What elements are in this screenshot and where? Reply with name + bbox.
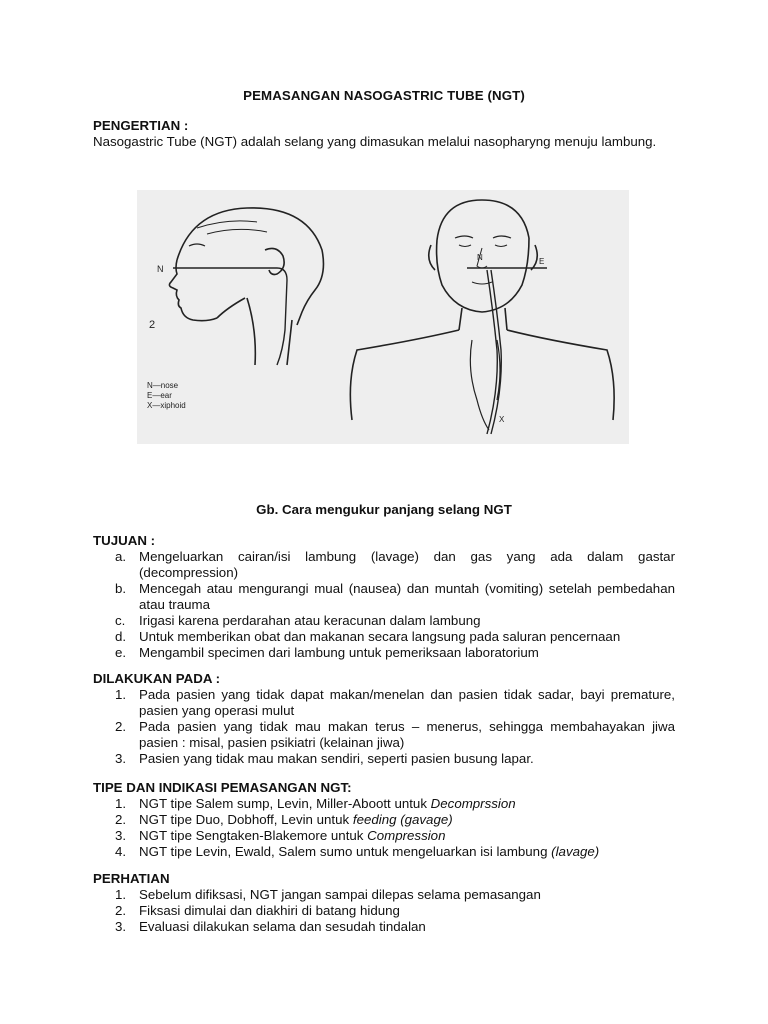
list-item: 3. Evaluasi dilakukan selama dan sesudah tindalan [115, 919, 426, 934]
list-item: a. Mengeluarkan cairan/isi lambung (lavage) dan gas yang ada dalam gastar (decompression) [115, 549, 675, 580]
legend-xiphoid: X—xiphoid [147, 401, 186, 410]
ngt-illustration [137, 190, 629, 444]
list-item: 2. Fiksasi dimulai dan diakhiri di batang hidung [115, 903, 400, 918]
list-item: b. Mencegah atau mengurangi mual (nausea) dan muntah (vomiting) setelah pembedahan atau trauma [115, 581, 675, 612]
list-item: 3. NGT tipe Sengtaken-Blakemore untuk Compression [115, 828, 446, 843]
label-e-front: E [539, 257, 545, 266]
ngt-measurement-figure [137, 190, 629, 444]
list-item: 1. Sebelum difiksasi, NGT jangan sampai dilepas selama pemasangan [115, 887, 541, 902]
list-item: 2. Pada pasien yang tidak mau makan terus – menerus, sehingga membahayakan jiwa pasien : misal, pasien psikiatri (kelainan jiwa) [115, 719, 675, 750]
list-item: 2. NGT tipe Duo, Dobhoff, Levin untuk feeding (gavage) [115, 812, 453, 827]
list-item: d. Untuk memberikan obat dan makanan secara langsung pada saluran pencernaan [115, 629, 621, 644]
tipe-list [93, 796, 675, 860]
tujuan-heading: TUJUAN : [93, 533, 156, 548]
list-item: e. Mengambil specimen dari lambung untuk pemeriksaan laboratorium [115, 645, 539, 660]
pengertian-text: Nasogastric Tube (NGT) adalah selang yang dimasukan melalui nasopharyng menuju lambung. [93, 134, 657, 149]
panel-number: 2 [149, 319, 156, 331]
perhatian-list [93, 887, 675, 935]
dilakukan-list [93, 687, 675, 767]
side-tube [173, 268, 287, 365]
legend-nose: N—nose [147, 381, 179, 390]
legend-ear: E—ear [147, 391, 172, 400]
figure-caption: Gb. Cara mengukur panjang selang NGT [256, 502, 512, 517]
list-item: c. Irigasi karena perdarahan atau keracunan dalam lambung [115, 613, 481, 628]
pengertian-heading: PENGERTIAN : [93, 118, 189, 133]
list-item: 3. Pasien yang tidak mau makan sendiri, seperti pasien busung lapar. [115, 751, 534, 766]
tujuan-list [93, 549, 675, 661]
label-n-side: N [157, 264, 164, 274]
dilakukan-heading: DILAKUKAN PADA : [93, 671, 221, 686]
front-view-head [350, 200, 614, 430]
side-profile-head [169, 208, 323, 365]
list-item: 1. NGT tipe Salem sump, Levin, Miller-Aboott untuk Decomprssion [115, 796, 516, 811]
label-n-front: N [477, 253, 483, 262]
tipe-heading: TIPE DAN INDIKASI PEMASANGAN NGT: [93, 780, 352, 795]
list-item: 4. NGT tipe Levin, Ewald, Salem sumo untuk mengeluarkan isi lambung (lavage) [115, 844, 600, 859]
perhatian-heading: PERHATIAN [93, 871, 170, 886]
list-item: 1. Pada pasien yang tidak dapat makan/menelan dan pasien tidak sadar, bayi premature, pasien yang operasi mulut [115, 687, 675, 718]
label-x-front: X [499, 415, 505, 424]
document-title: PEMASANGAN NASOGASTRIC TUBE (NGT) [243, 88, 525, 103]
